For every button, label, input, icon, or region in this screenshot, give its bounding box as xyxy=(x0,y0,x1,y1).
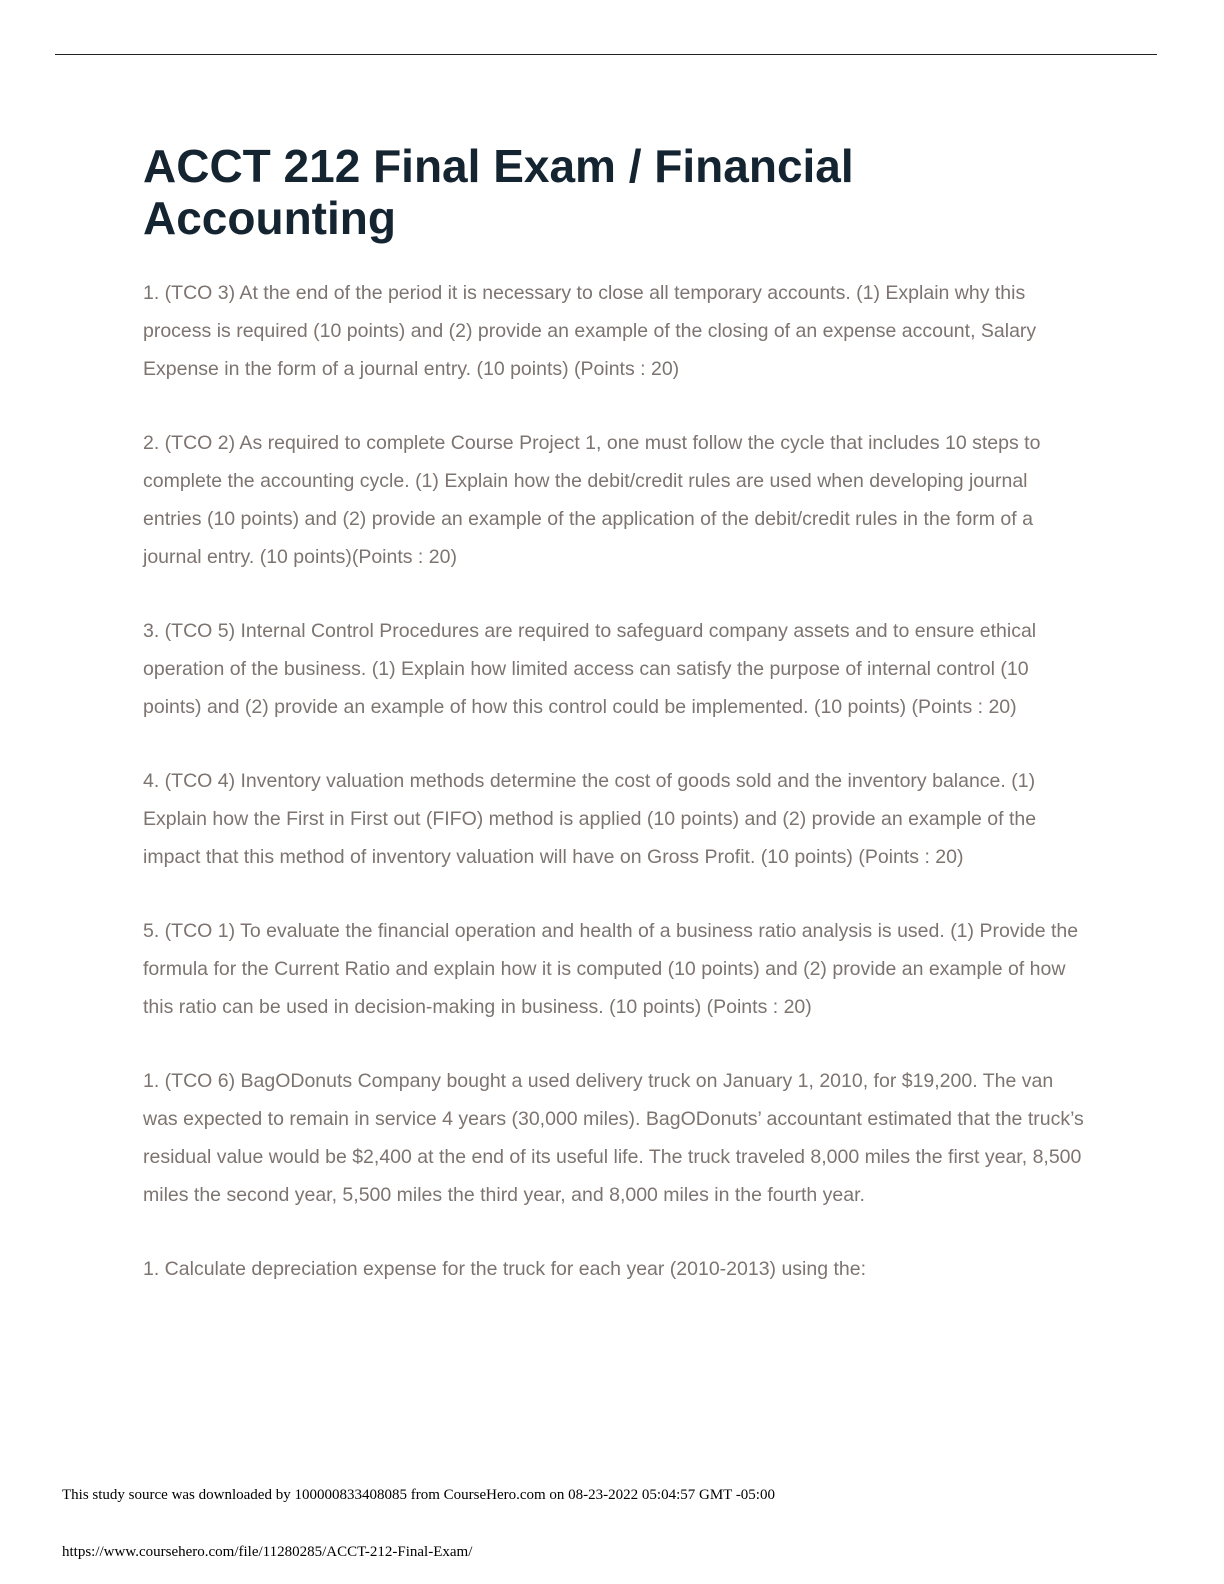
document-body xyxy=(143,140,1088,1324)
question-tco3: 1. (TCO 3) At the end of the period it is necessary to close all temporary accounts. (1) Explain why this process is required (10 points) and (2) provide an example of the closing of an expense account, Salary Expense in the form of a journal entry. (10 points) (Points : 20) xyxy=(143,282,1037,380)
document-title: ACCT 212 Final Exam / Financial Accounting xyxy=(143,140,854,244)
depreciation-instruction: 1. Calculate depreciation expense for the truck for each year (2010-2013) using the: xyxy=(143,1258,867,1280)
source-url[interactable]: https://www.coursehero.com/file/11280285/ACCT-212-Final-Exam/ xyxy=(62,1544,473,1560)
question-tco6: 1. (TCO 6) BagODonuts Company bought a used delivery truck on January 1, 2010, for $19,200. The van was expected to remain in service 4 years (30,000 miles). BagODonuts’ accountant estimated that the truck’s residual value would be $2,400 at the end of its useful life. The truck traveled 8,000 miles the first year, 8,500 miles the second year, 5,500 miles the third year, and 8,000 miles in the fourth year. xyxy=(143,1070,1084,1206)
question-tco5: 3. (TCO 5) Internal Control Procedures are required to safeguard company assets and to ensure ethical operation of the business. (1) Explain how limited access can satisfy the purpose of internal control (10 points) and (2) provide an example of how this control could be implemented. (10 points) (Points : 20) xyxy=(143,620,1037,718)
top-divider xyxy=(55,54,1157,55)
question-tco2: 2. (TCO 2) As required to complete Course Project 1, one must follow the cycle that includes 10 steps to complete the accounting cycle. (1) Explain how the debit/credit rules are used when developing journal entries (10 points) and (2) provide an example of the application of the debit/credit rules in the form of a journal entry. (10 points)(Points : 20) xyxy=(143,432,1041,568)
question-tco4: 4. (TCO 4) Inventory valuation methods determine the cost of goods sold and the inventory balance. (1) Explain how the First in First out (FIFO) method is applied (10 points) and (2) provide an example of the impact that this method of inventory valuation will have on Gross Profit. (10 points) (Points : 20) xyxy=(143,770,1037,868)
download-source-note: This study source was downloaded by 100000833408085 from CourseHero.com on 08-23-2022 05:04:57 GMT -05:00 xyxy=(62,1487,775,1503)
question-tco1: 5. (TCO 1) To evaluate the financial operation and health of a business ratio analysis is used. (1) Provide the formula for the Current Ratio and explain how it is computed (10 points) and (2) provide an example of how this ratio can be used in decision-making in business. (10 points) (Points : 20) xyxy=(143,920,1079,1018)
